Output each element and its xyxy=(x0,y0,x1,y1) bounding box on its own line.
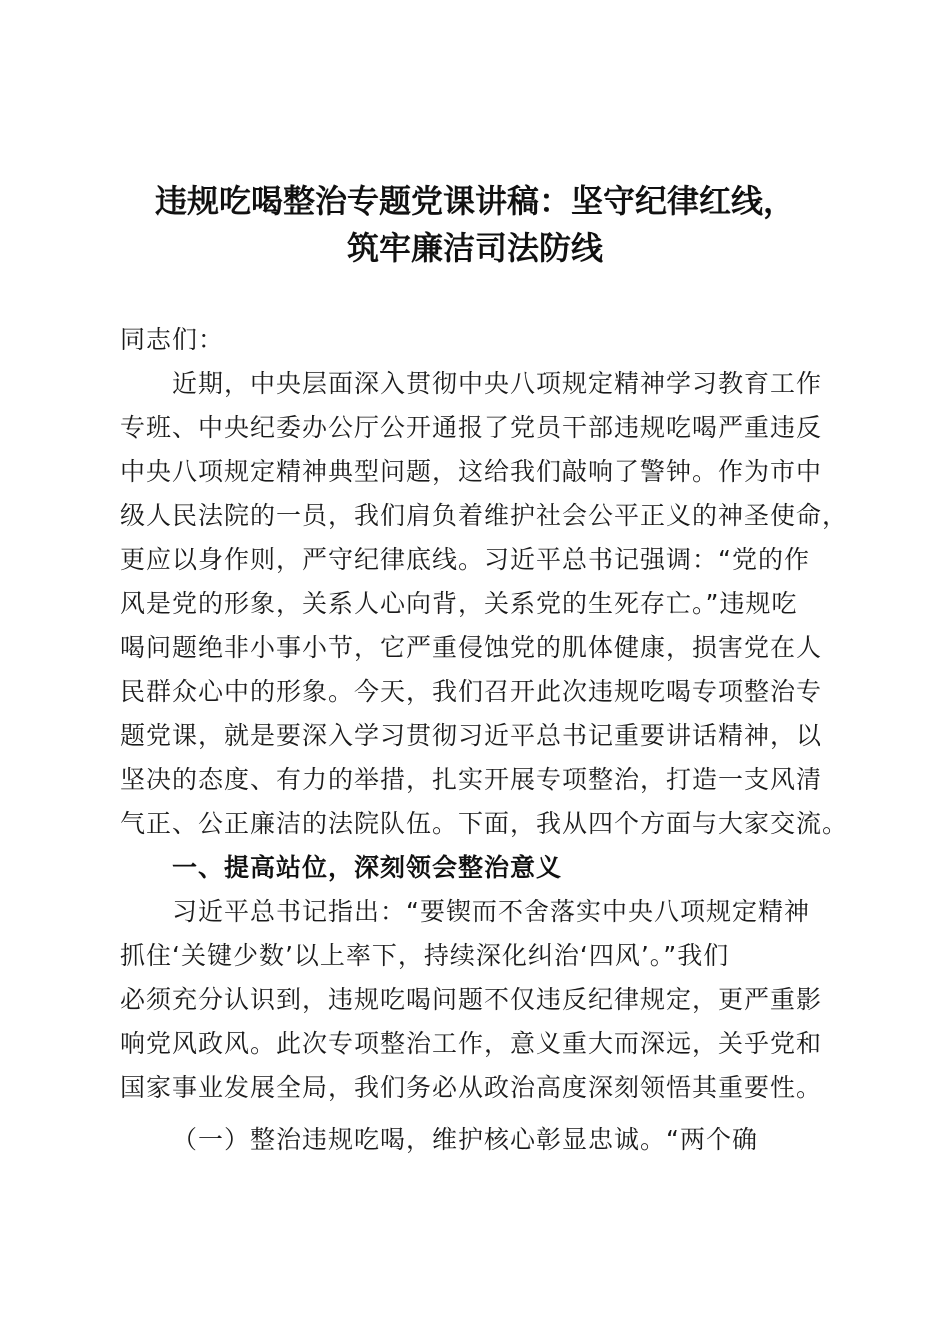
paragraph-1-line-5: 更应以身作则，严守纪律底线。习近平总书记强调：“党的作 xyxy=(120,545,810,574)
paragraph-2-line-3: 必须充分认识到，违规吃喝问题不仅违反纪律规定，更严重影 xyxy=(120,985,823,1014)
document-title-line-1: 违规吃喝整治专题党课讲稿：坚守纪律红线， xyxy=(154,182,795,220)
paragraph-1-line-6: 风是党的形象，关系人心向背，关系党的生死存亡。”违规吃 xyxy=(120,589,798,618)
paragraph-1-line-11: 气正、公正廉洁的法院队伍。下面，我从四个方面与大家交流。 xyxy=(120,809,849,838)
paragraph-1-line-7: 喝问题绝非小事小节，它严重侵蚀党的肌体健康，损害党在人 xyxy=(120,633,823,662)
paragraph-2-line-1: 习近平总书记指出：“要锲而不舍落实中央八项规定精神 xyxy=(172,897,810,926)
paragraph-1-line-2: 专班、中央纪委办公厅公开通报了党员干部违规吃喝严重违反 xyxy=(120,413,823,442)
salutation: 同志们： xyxy=(120,325,225,354)
paragraph-1-line-3: 中央八项规定精神典型问题，这给我们敲响了警钟。作为市中 xyxy=(120,457,823,486)
paragraph-1-line-8: 民群众心中的形象。今天，我们召开此次违规吃喝专项整治专 xyxy=(120,677,823,706)
paragraph-2-line-4: 响党风政风。此次专项整治工作，意义重大而深远，关乎党和 xyxy=(120,1029,823,1058)
section-1-heading: 一、提高站位，深刻领会整治意义 xyxy=(172,853,563,882)
subsection-1-line: （一）整治违规吃喝，维护核心彰显忠诚。“两个确 xyxy=(172,1125,758,1154)
paragraph-1-line-4: 级人民法院的一员，我们肩负着维护社会公平正义的神圣使命， xyxy=(120,501,849,530)
document-title-line-2: 筑牢廉洁司法防线 xyxy=(346,229,603,267)
paragraph-1-line-10: 坚决的态度、有力的举措，扎实开展专项整治，打造一支风清 xyxy=(120,765,823,794)
paragraph-1-line-1: 近期，中央层面深入贯彻中央八项规定精神学习教育工作 xyxy=(172,369,823,398)
paragraph-2-line-2: 抓住‘关键少数’以上率下，持续深化纠治‘四风’。”我们 xyxy=(120,941,730,970)
paragraph-2-line-5: 国家事业发展全局，我们务必从政治高度深刻领悟其重要性。 xyxy=(120,1073,823,1102)
paragraph-1-line-9: 题党课，就是要深入学习贯彻习近平总书记重要讲话精神，以 xyxy=(120,721,823,750)
